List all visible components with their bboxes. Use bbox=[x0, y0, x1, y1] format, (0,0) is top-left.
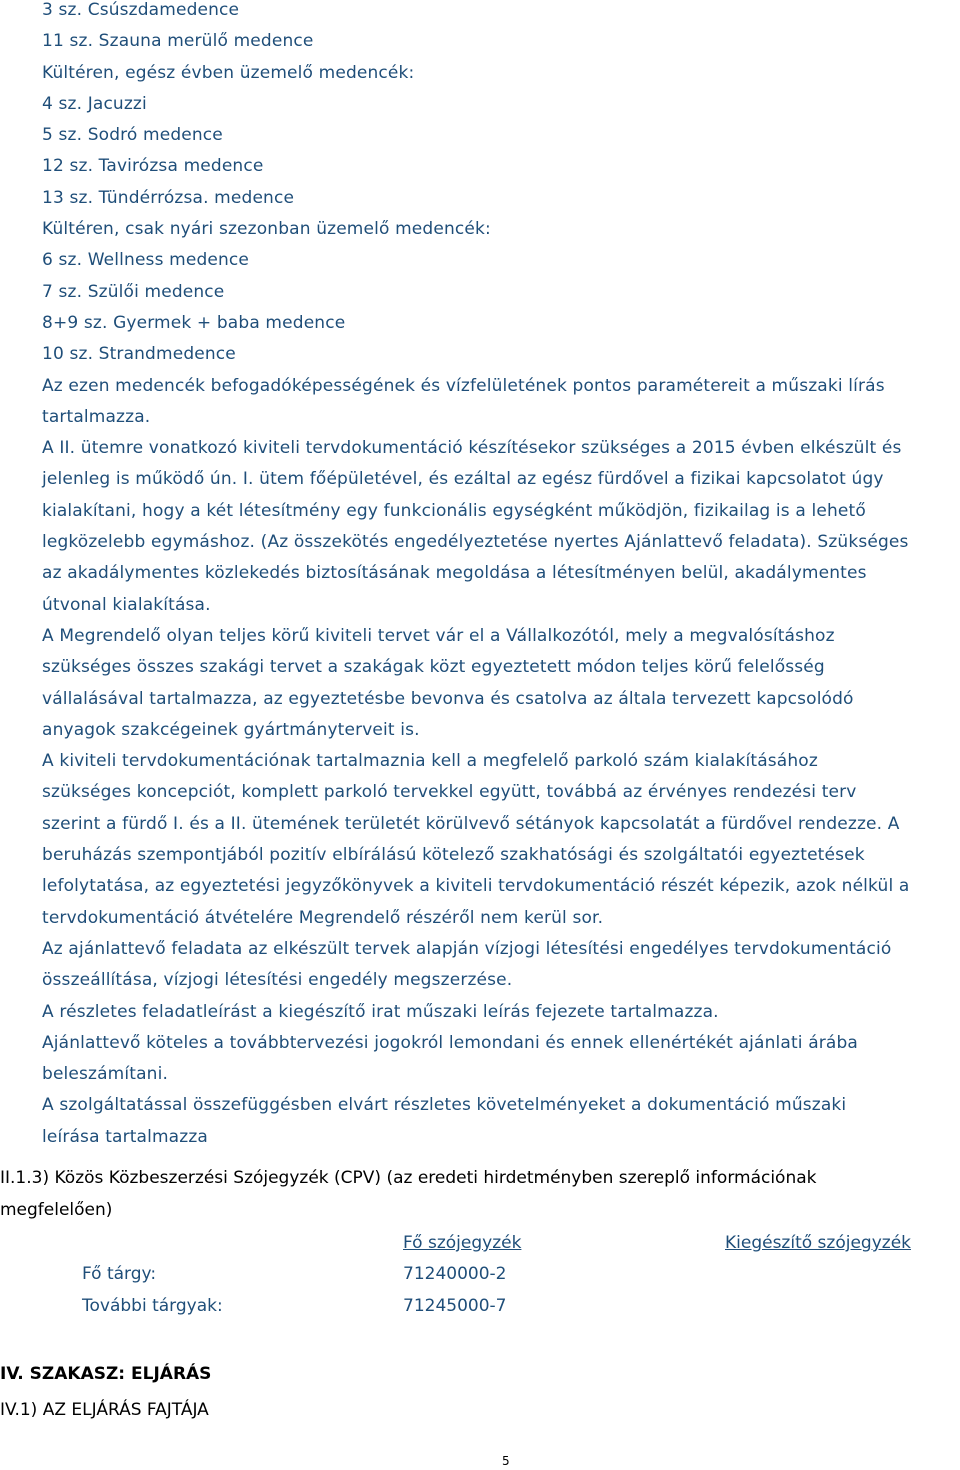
body-line: 13 sz. Tündérrózsa. medence bbox=[42, 187, 295, 208]
body-line: beruházás szempontjából pozitív elbírálású kötelező szakhatósági és szolgáltatói egyeztetések bbox=[42, 845, 865, 866]
body-line: A Megrendelő olyan teljes körű kiviteli tervet vár el a Vállalkozótól, mely a megvalósításhoz bbox=[42, 625, 835, 646]
cpv-col-main-header: Fő szójegyzék bbox=[403, 1233, 522, 1253]
body-line: 12 sz. Tavirózsa medence bbox=[42, 156, 264, 177]
body-line: 3 sz. Csúszdamedence bbox=[42, 0, 240, 20]
additional-subject-code: 71245000-7 bbox=[403, 1296, 507, 1316]
body-line: 6 sz. Wellness medence bbox=[42, 250, 250, 271]
body-line: útvonal kialakítása. bbox=[42, 594, 211, 615]
body-line: tervdokumentáció átvételére Megrendelő részéről nem kerül sor. bbox=[42, 907, 604, 928]
body-line: A kiviteli tervdokumentációnak tartalmaznia kell a megfelelő parkoló szám kialakításához bbox=[42, 751, 818, 772]
body-line: A II. ütemre vonatkozó kiviteli tervdokumentáció készítésekor szükséges a 2015 évben elkészült és bbox=[42, 438, 902, 459]
body-line: összeállítása, vízjogi létesítési engedély megszerzése. bbox=[42, 970, 513, 991]
body-line: beleszámítani. bbox=[42, 1064, 168, 1085]
body-line: 11 sz. Szauna merülő medence bbox=[42, 31, 314, 52]
body-line: Az ajánlattevő feladata az elkészült tervek alapján vízjogi létesítési engedélyes tervdokumentáció bbox=[42, 938, 892, 959]
body-line: lefolytatása, az egyeztetési jegyzőkönyvek a kiviteli tervdokumentáció részét képezik, azok nélkül a bbox=[42, 876, 910, 897]
body-line: Kültéren, egész évben üzemelő medencék: bbox=[42, 62, 415, 83]
body-line: leírása tartalmazza bbox=[42, 1126, 208, 1147]
body-line: 5 sz. Sodró medence bbox=[42, 125, 223, 146]
body-line: vállalásával tartalmazza, az egyeztetésbe bevonva és csatolva az általa tervezett kapcsolódó bbox=[42, 688, 854, 709]
body-line: az akadálymentes közlekedés biztosításának megoldása a létesítményen belül, akadálymentes bbox=[42, 563, 867, 584]
cpv-heading bbox=[0, 1163, 955, 1226]
cpv-col-extra-header: Kiegészítő szójegyzék bbox=[725, 1233, 911, 1253]
body-line: jelenleg is működő ún. I. ütem főépületével, és ezáltal az egész fürdővel a fizikai kapcsolatot úgy bbox=[42, 469, 884, 490]
body-line: Az ezen medencék befogadóképességének és vízfelületének pontos paramétereit a műszaki lírás bbox=[42, 375, 885, 396]
body-line: anyagok szakcégeinek gyártmányterveit is. bbox=[42, 719, 420, 740]
body-line: szerint a fürdő I. és a II. ütemének területét körülvevő sétányok kapcsolatát a fürdővel rendezze. A bbox=[42, 813, 900, 834]
cpv-heading-line: megfelelően) bbox=[0, 1199, 113, 1220]
body-line: 8+9 sz. Gyermek + baba medence bbox=[42, 312, 346, 333]
page-number: 5 bbox=[502, 1454, 510, 1468]
body-line: A szolgáltatással összefüggésben elvárt részletes követelményeket a dokumentáció műszaki bbox=[42, 1095, 847, 1116]
section-subtitle: IV.1) AZ ELJÁRÁS FAJTÁJA bbox=[0, 1400, 209, 1420]
body-line: kialakítani, hogy a két létesítmény egy funkcionális egységként működjön, fizikailag is a lehető bbox=[42, 500, 866, 521]
body-line: Kültéren, csak nyári szezonban üzemelő medencék: bbox=[42, 219, 491, 240]
body-line: 10 sz. Strandmedence bbox=[42, 344, 236, 365]
main-subject-code: 71240000-2 bbox=[403, 1264, 507, 1284]
body-line: 4 sz. Jacuzzi bbox=[42, 93, 147, 114]
section-title: IV. SZAKASZ: ELJÁRÁS bbox=[0, 1364, 212, 1384]
body-line: szükséges összes szakági tervet a szakágak közt egyeztetett módon teljes körű felelősség bbox=[42, 657, 825, 678]
body-line: legközelebb egymáshoz. (Az összekötés engedélyeztetése nyertes Ajánlattevő feladata). Szükséges bbox=[42, 532, 909, 553]
body-line: tartalmazza. bbox=[42, 406, 151, 427]
body-text bbox=[42, 0, 952, 1153]
body-line: 7 sz. Szülői medence bbox=[42, 281, 225, 302]
additional-subject-label: További tárgyak: bbox=[82, 1296, 223, 1316]
main-subject-label: Fő tárgy: bbox=[82, 1264, 157, 1284]
body-line: szükséges koncepciót, komplett parkoló tervekkel együtt, továbbá az érvényes rendezési terv bbox=[42, 782, 857, 803]
cpv-heading-line: II.1.3) Közös Közbeszerzési Szójegyzék (CPV) (az eredeti hirdetményben szereplő információnak bbox=[0, 1168, 817, 1188]
body-line: A részletes feladatleírást a kiegészítő irat műszaki leírás fejezete tartalmazza. bbox=[42, 1001, 719, 1022]
body-line: Ajánlattevő köteles a továbbtervezési jogokról lemondani és ennek ellenértékét ajánlati árába bbox=[42, 1032, 858, 1053]
